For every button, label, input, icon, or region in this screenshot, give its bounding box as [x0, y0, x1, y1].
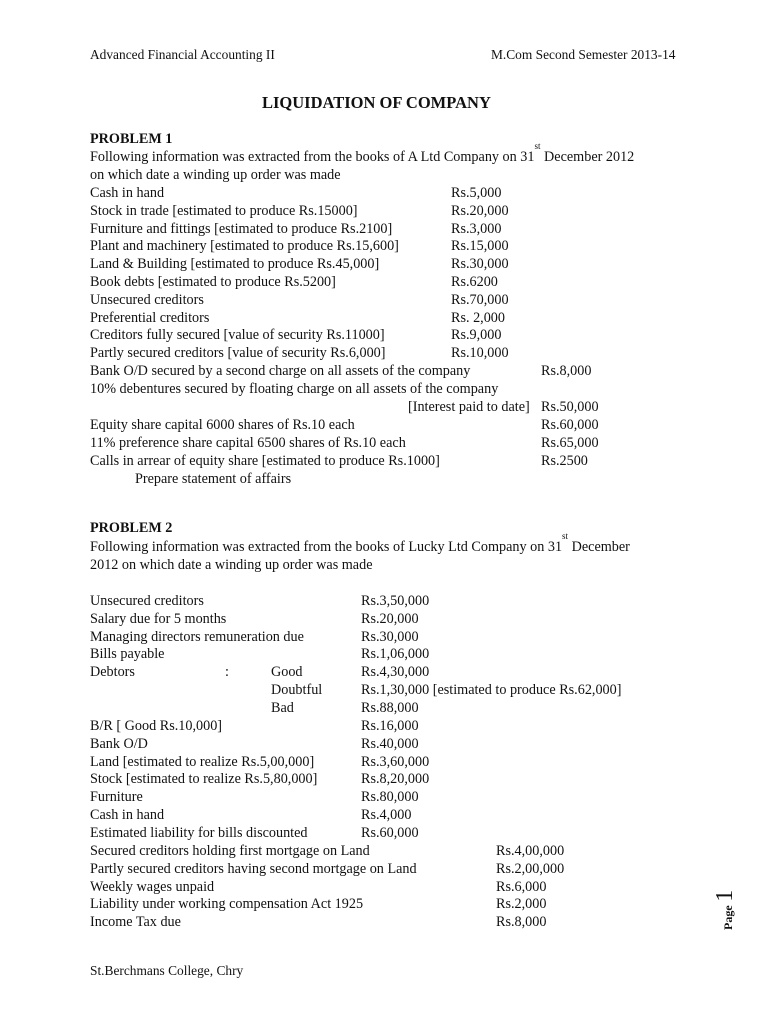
- problem2-item-amount: Rs.8,20,000: [361, 771, 430, 788]
- debtors-label: Debtors: [90, 664, 135, 680]
- problem2-item-amount: Rs.80,000: [361, 789, 419, 806]
- problem2-item-label: Estimated liability for bills discounted: [90, 824, 308, 841]
- problem2-liability-amount: Rs.2,000: [496, 896, 547, 913]
- problem1-item-label: Stock in trade [estimated to produce Rs.15000]: [90, 202, 358, 219]
- problem2-item-amount: Rs.16,000: [361, 718, 419, 734]
- debtors-subcategory: Doubtful: [271, 682, 323, 698]
- page-number-mark: [708, 878, 748, 938]
- problem2-item-amount: Rs.1,06,000: [361, 646, 430, 663]
- problem2-item-label: Land [estimated to realize Rs.5,00,000]: [90, 753, 315, 770]
- problem2-liability-label: Liability under working compensation Act 1925: [90, 896, 364, 913]
- debtors-subcategory: Good: [271, 664, 303, 680]
- footer-college: St.Berchmans College, Chry: [90, 963, 244, 978]
- problem1-item-label: Creditors fully secured [value of security Rs.11000]: [90, 327, 385, 344]
- problem2-item-amount: Rs.3,50,000: [361, 593, 430, 609]
- debtors-amount: Rs.1,30,000 [estimated to produce Rs.62,000]: [361, 682, 622, 698]
- debentures-label: 10% debentures secured by floating charge on all assets of the company: [90, 381, 499, 397]
- problem2-item-label: Stock [estimated to realize Rs.5,80,000]: [90, 771, 318, 788]
- debtors-amount: Rs.88,000: [361, 700, 419, 716]
- interest-amount: Rs.50,000: [541, 399, 599, 415]
- problem2-liability-label: Weekly wages unpaid: [90, 878, 215, 895]
- problem1-item-label: Land & Building [estimated to produce Rs.45,000]: [90, 256, 380, 273]
- header-right: M.Com Second Semester 2013-14: [491, 47, 676, 62]
- problem1-capital-label: Equity share capital 6000 shares of Rs.10 each: [90, 417, 355, 433]
- problem1-item-amount: Rs.30,000: [451, 256, 509, 273]
- problem2-intro-line2: 2012 on which date a winding up order was made: [90, 557, 373, 573]
- problem2-liability-amount: Rs.4,00,000: [496, 843, 565, 859]
- problem2-item-label: Cash in hand: [90, 807, 165, 823]
- problem1-item-amount: Rs.70,000: [451, 291, 509, 308]
- problem1-item-amount: Rs.15,000: [451, 238, 509, 255]
- problem2-item-label: Bank O/D: [90, 735, 148, 752]
- problem2-item-amount: Rs.30,000: [361, 628, 419, 645]
- problem1-capital-label: Calls in arrear of equity share [estimated to produce Rs.1000]: [90, 453, 440, 469]
- problem2-liability-label: Partly secured creditors having second mortgage on Land: [90, 860, 417, 877]
- problem1-capital-label: 11% preference share capital 6500 shares of Rs.10 each: [90, 435, 406, 451]
- debtors-colon: :: [225, 664, 229, 680]
- problem1-capital-amount: Rs.2500: [541, 453, 588, 469]
- problem1-item-label: Cash in hand: [90, 185, 165, 201]
- problem1-intro: Following information was extracted from the books of A Ltd Company on 31st December 2012: [90, 141, 635, 165]
- page-word: Page: [721, 905, 735, 930]
- problem1-capital-amount: Rs.60,000: [541, 417, 599, 433]
- bank-od-label: Bank O/D secured by a second charge on all assets of the company: [90, 363, 471, 379]
- problem1-item-amount: Rs.10,000: [451, 345, 509, 362]
- problem2-item-label: Bills payable: [90, 646, 165, 663]
- page-number: 1: [712, 889, 738, 902]
- problem1-item-amount: Rs. 2,000: [451, 309, 505, 326]
- problem2-liability-amount: Rs.8,000: [496, 914, 547, 931]
- problem2-item-amount: Rs.4,000: [361, 807, 412, 823]
- problem1-capital-amount: Rs.65,000: [541, 435, 599, 451]
- problem2-item-label: Managing directors remuneration due: [90, 628, 304, 645]
- problem2-item-amount: Rs.3,60,000: [361, 753, 430, 770]
- problem1-item-label: Partly secured creditors [value of security Rs.6,000]: [90, 345, 386, 362]
- problem1-item-label: Plant and machinery [estimated to produce Rs.15,600]: [90, 238, 399, 255]
- problem1-item-amount: Rs.3,000: [451, 220, 502, 237]
- problem2-liability-label: Income Tax due: [90, 914, 181, 931]
- problem2-item-amount: Rs.60,000: [361, 824, 419, 841]
- problem1-item-label: Preferential creditors: [90, 309, 210, 326]
- page-title: LIQUIDATION OF COMPANY: [262, 93, 491, 112]
- problem2-item-label: Furniture: [90, 789, 143, 806]
- problem1-heading: PROBLEM 1: [90, 131, 173, 147]
- problem1-item-label: Unsecured creditors: [90, 291, 204, 308]
- problem2-item-label: Unsecured creditors: [90, 593, 204, 609]
- debtors-subcategory: Bad: [271, 700, 294, 716]
- bank-od-amount: Rs.8,000: [541, 363, 592, 379]
- problem1-item-amount: Rs.6200: [451, 274, 498, 290]
- problem2-item-amount: Rs.40,000: [361, 735, 419, 752]
- problem2-liability-amount: Rs.6,000: [496, 878, 547, 895]
- debtors-amount: Rs.4,30,000: [361, 664, 430, 680]
- interest-label: [Interest paid to date]: [408, 399, 530, 415]
- problem2-heading: PROBLEM 2: [90, 520, 173, 536]
- problem2-item-label: Salary due for 5 months: [90, 610, 227, 627]
- problem1-intro-line2: on which date a winding up order was made: [90, 167, 341, 183]
- problem2-liability-amount: Rs.2,00,000: [496, 860, 565, 877]
- problem2-item-label: B/R [ Good Rs.10,000]: [90, 718, 223, 734]
- problem2-liability-label: Secured creditors holding first mortgage on Land: [90, 843, 370, 859]
- problem2-intro: Following information was extracted from the books of Lucky Ltd Company on 31st December: [90, 531, 630, 555]
- problem1-instruction: Prepare statement of affairs: [135, 471, 292, 487]
- problem1-item-amount: Rs.9,000: [451, 327, 502, 344]
- problem2-item-amount: Rs.20,000: [361, 610, 419, 627]
- problem1-item-amount: Rs.20,000: [451, 202, 509, 219]
- problem1-item-label: Furniture and fittings [estimated to produce Rs.2100]: [90, 220, 393, 237]
- problem1-item-label: Book debts [estimated to produce Rs.5200]: [90, 274, 336, 290]
- header-left: Advanced Financial Accounting II: [90, 47, 275, 62]
- problem1-item-amount: Rs.5,000: [451, 185, 502, 201]
